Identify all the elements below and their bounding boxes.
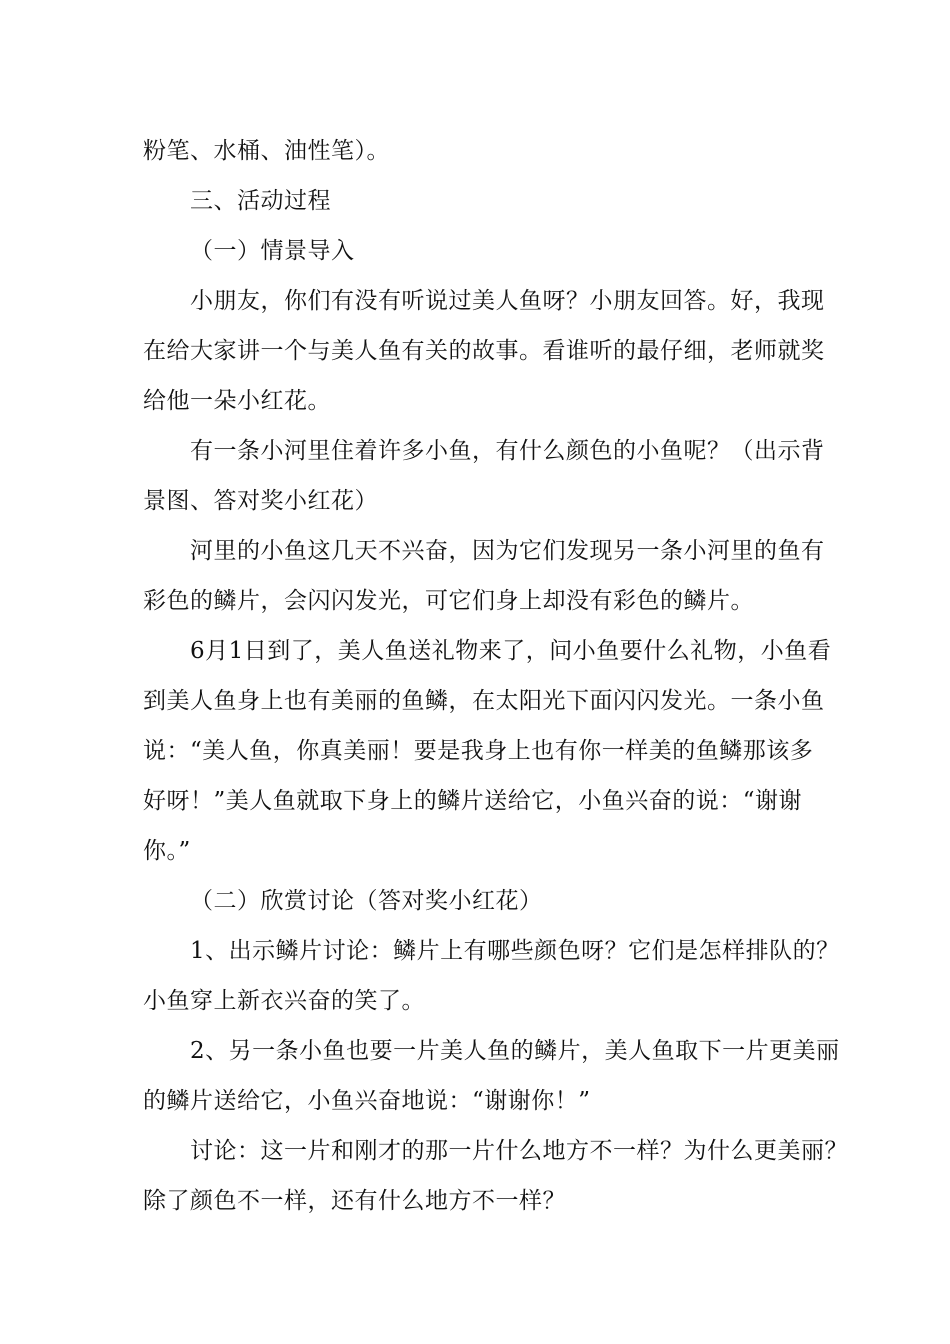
- text-line: 景图、答对奖小红花）: [143, 488, 378, 514]
- text-line: 给他一朵小红花。: [143, 388, 331, 414]
- text-line: 2、另一条小鱼也要一片美人鱼的鳞片，美人鱼取下一片更美丽: [190, 1038, 840, 1064]
- text-line: 在给大家讲一个与美人鱼有关的故事。看谁听的最仔细，老师就奖: [143, 338, 825, 364]
- text-line: 除了颜色不一样，还有什么地方不一样？: [143, 1188, 566, 1214]
- text-line: 6月1日到了，美人鱼送礼物来了，问小鱼要什么礼物，小鱼看: [190, 638, 832, 664]
- text-line: 小鱼穿上新衣兴奋的笑了。: [143, 988, 425, 1014]
- text-line: 粉笔、水桶、油性笔）。: [143, 138, 390, 164]
- subsection-heading: （一）情景导入: [190, 238, 355, 264]
- text-line: 到美人鱼身上也有美丽的鱼鳞，在太阳光下面闪闪发光。一条小鱼: [143, 688, 825, 714]
- text-line: 1、出示鳞片讨论：鳞片上有哪些颜色呀？它们是怎样排队的？: [190, 938, 840, 964]
- text-line: 你。”: [143, 838, 191, 864]
- text-line: 的鳞片送给它，小鱼兴奋地说：“谢谢你！”: [143, 1088, 591, 1114]
- section-heading: 三、活动过程: [190, 188, 331, 214]
- text-line: 有一条小河里住着许多小鱼，有什么颜色的小鱼呢？（出示背: [190, 438, 825, 464]
- text-line: 好呀！”美人鱼就取下身上的鳞片送给它，小鱼兴奋的说：“谢谢: [143, 788, 803, 814]
- subsection-heading: （二）欣赏讨论（答对奖小红花）: [190, 888, 543, 914]
- text-line: 彩色的鳞片，会闪闪发光，可它们身上却没有彩色的鳞片。: [143, 588, 754, 614]
- text-line: 说：“美人鱼，你真美丽！要是我身上也有你一样美的鱼鳞那该多: [143, 738, 814, 764]
- text-line: 讨论：这一片和刚才的那一片什么地方不一样？为什么更美丽？: [190, 1138, 848, 1164]
- text-line: 河里的小鱼这几天不兴奋，因为它们发现另一条小河里的鱼有: [190, 538, 825, 564]
- text-line: 小朋友，你们有没有听说过美人鱼呀？小朋友回答。好，我现: [190, 288, 825, 314]
